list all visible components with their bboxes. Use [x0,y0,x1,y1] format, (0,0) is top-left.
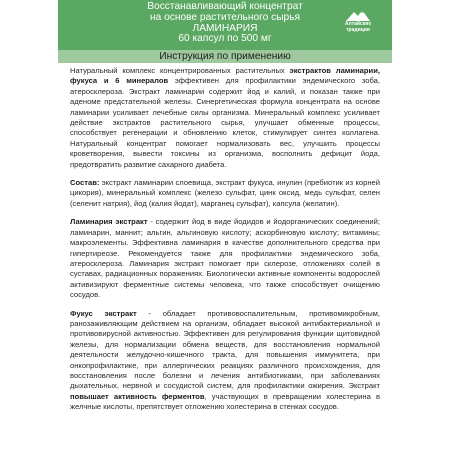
header-dosage: 60 капсул по 500 мг [178,33,272,45]
fucus-text-a: - обладает противовоспалительным, противомикробным, ранозаживляющим действием на организм, обладает высокой антибактериальной и противовирусной активностью. Эффективен для регулирования функции щитовидной железы, для нормализации обмена веществ, для восстановления нормальной деятельности желудочно-кишечного тракта, для повышения иммунитета, при онкопрофилактике, при аллергических реакциях различного происхождения, для восстановления после болезни и лечения антибиотиками, при заболеваниях дыхательных, нервной и сосудистой систем, для профилактики ожирения. Экстракт [70,308,381,391]
header-product-name: ЛАМИНАРИЯ [192,22,258,34]
composition-label: Состав: [70,178,100,188]
laminaria-text: - содержит йод в виде йодидов и йодорганических соединений; ламинарин, маннит; альгин, альгиновую кислоту; аскорбиновую кислоту; витамины; макроэлементы. Эффективна ламинария в качестве дополнительного средства при гипертиреозе. Рекомендуется также для профилактики эндемического зоба, атеросклероза. Ламинария экстракт помогает при склерозе, отложениях солей в суставах, радиационных поражениях. Биологически активные компоненты водорослей активизируют ферментные системы человека, что также способствует очищению сосудов. [70,217,380,300]
composition-text: экстракт ламинарии слоевища, экстракт фукуса, инулин (пребиотик из корней цикория), минеральный комплекс (железо сульфат, цинк оксид, медь сульфат, селен (селенит натрия), йод (калия йодат), марганец сульфат), капсула (желатин). [70,178,380,208]
fucus-paragraph [70,309,380,413]
mountain-icon [345,8,371,22]
composition-paragraph [70,178,380,209]
intro-paragraph [70,66,380,170]
fucus-bold: повышает активность ферментов [70,391,205,401]
brand-logo [338,8,378,46]
instructions-title: Инструкция по применению [58,50,392,63]
header-line-2: на основе растительного сырья [149,11,301,23]
intro-text-c: эффективен для профилактики эндемического зоба, атеросклероза. Экстракт ламинарии содержит йод и калий, и показан также при аденоме предстательной железы. Синергетическая формула концентрата на основе ламинарии усиливает лечебные силы организма. Минеральный комплекс усиливает действие экстрактов растительного сырья, улучшает обменные процессы, способствует регенерации и обновлению клеток, стимулирует синтез коллагена. Натуральный концентрат помогает нормализовать вес, улучшить процессы кроветворения, вывести токсины из организма, восполнить дефицит йода, предотвратить развитие сахарного диабета. [70,76,380,169]
laminaria-label: Ламинария экстракт [70,217,148,227]
fucus-label: Фукус экстракт [70,308,137,318]
logo-text-line-1: Алтайские [344,21,372,27]
laminaria-paragraph [70,217,380,300]
fucus-text-b: , участвующих в превращении холестерина в желчные кислоты, препятствует отложению холестерина в стенках сосудов. [70,391,380,412]
header-line-1: Восстанавливающий концентрат [147,1,303,12]
logo-text-line-2: традиции [346,26,370,33]
intro-text-a: Натуральный комплекс концентрированных растительных [70,66,290,75]
intro-bold: экстрактов ламинарии, фукуса и 6 минералов [70,66,380,86]
instruction-body [70,66,380,413]
